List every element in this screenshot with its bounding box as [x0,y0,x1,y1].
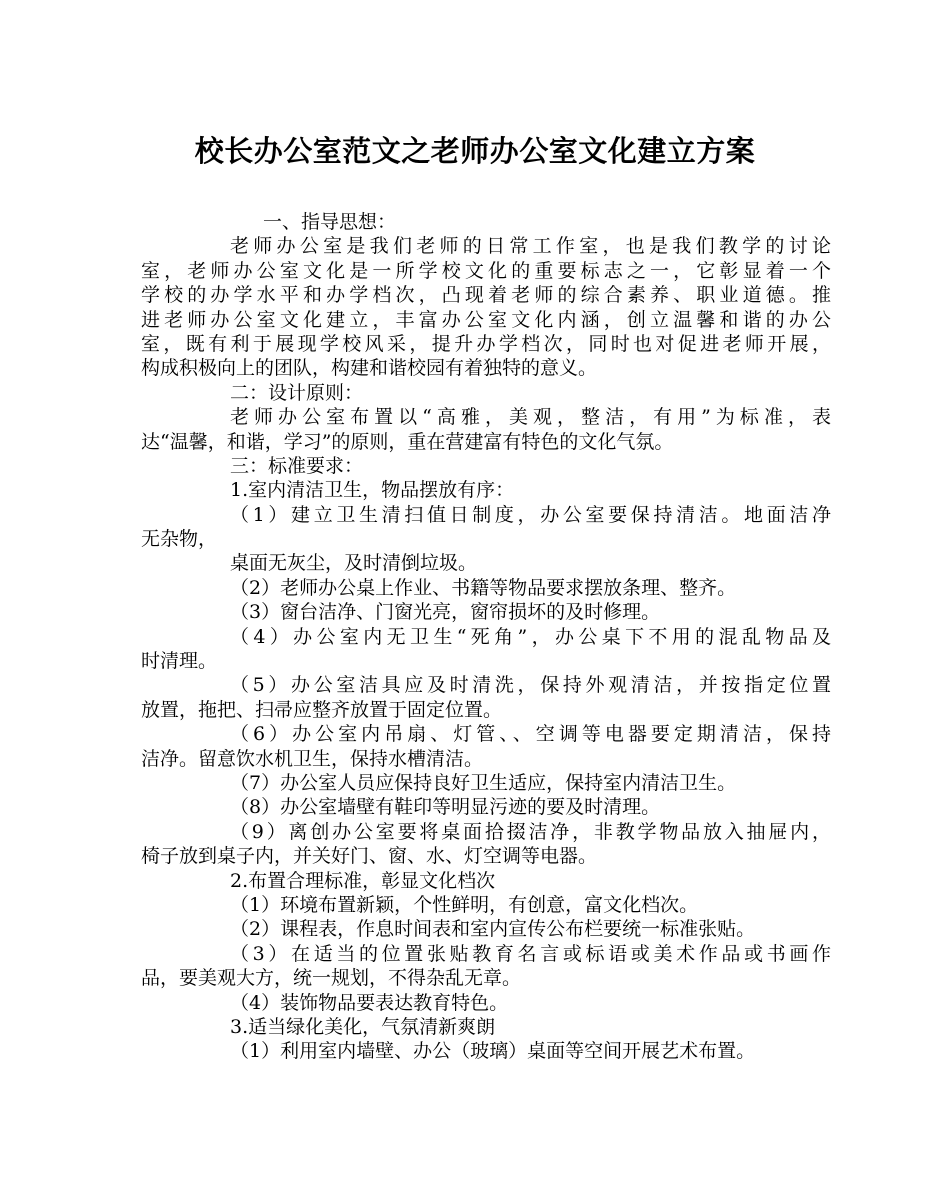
text-line: 三：标准要求： [230,454,364,477]
text-line: 时清理。 [141,650,218,673]
text-line: 二：设计原则： [230,381,364,404]
text-line: 构成积极向上的团队，构建和谐校园有着独特的意义。 [141,357,598,380]
text-line: （2）老师办公桌上作业、书籍等物品要求摆放条理、整齐。 [230,576,737,599]
text-line: 桌面无灰尘，及时清倒垃圾。 [230,552,478,575]
text-line: 放置，拖把、扫帚应整齐放置于固定位置。 [141,698,503,721]
text-line: （7）办公室人员应保持良好卫生适应，保持室内清洁卫生。 [230,771,737,794]
text-line: （3）在适当的位置张贴教育名言或标语或美术作品或书画作 [230,942,831,965]
text-line: 无杂物， [141,528,218,551]
text-line: 2.布置合理标准，彰显文化档次 [230,869,496,892]
text-line: （5）办公室洁具应及时清洗，保持外观清洁，并按指定位置 [230,674,831,697]
text-line: 进老师办公室文化建立，丰富办公室文化内涵，创立温馨和谐的办公 [141,308,831,331]
text-line: 洁净。留意饮水机卫生，保持水槽清洁。 [141,747,484,770]
text-line: （2）课程表，作息时间表和室内宣传公布栏要统一标准张贴。 [230,918,756,941]
text-line: 品，要美观大方，统一规划，不得杂乱无章。 [141,967,522,990]
text-line: 老师办公室布置以“高雅，美观，整洁，有用”为标准，表 [230,406,831,429]
text-line: （4）装饰物品要表达教育特色。 [230,991,509,1014]
text-line: 达“温馨，和谐，学习”的原则，重在营建富有特色的文化气氛。 [141,430,674,453]
text-line: （6）办公室内吊扇、灯管、、空调等电器要定期清洁，保持 [230,723,831,746]
text-line: 椅子放到桌子内，并关好门、窗、水、灯空调等电器。 [141,845,598,868]
text-line: （4）办公室内无卫生“死角”，办公桌下不用的混乱物品及 [230,625,831,648]
text-line: 1.室内清洁卫生，物品摆放有序： [230,479,515,502]
text-line: 一、指导思想： [263,211,397,233]
text-line: （1）利用室内墙壁、办公（玻璃）桌面等空间开展艺术布置。 [230,1040,756,1063]
text-line: 学校的办学水平和办学档次，凸现着老师的综合素养、职业道德。推 [141,284,831,307]
text-line: （1）建立卫生清扫值日制度，办公室要保持清洁。地面洁净 [230,503,831,526]
text-line: （9）离创办公室要将桌面拾掇洁净，非教学物品放入抽屉内， [230,820,831,843]
document-body [141,210,831,1064]
text-line: （3）窗台洁净、门窗光亮，窗帘损坏的及时修理。 [230,601,661,624]
document-title: 校长办公室范文之老师办公室文化建立方案 [194,134,756,168]
text-line: 3.适当绿化美化，气氛清新爽朗 [230,1015,496,1038]
text-line: （8）办公室墙壁有鞋印等明显污迹的要及时清理。 [230,796,661,819]
text-line: 室，既有利于展现学校风采，提升办学档次，同时也对促进老师开展， [141,332,831,355]
text-line: （1）环境布置新颖，个性鲜明，有创意，富文化档次。 [230,893,699,916]
text-line: 室，老师办公室文化是一所学校文化的重要标志之一，它彰显着一个 [141,259,831,282]
text-line: 老师办公室是我们老师的日常工作室，也是我们教学的讨论 [230,235,831,258]
